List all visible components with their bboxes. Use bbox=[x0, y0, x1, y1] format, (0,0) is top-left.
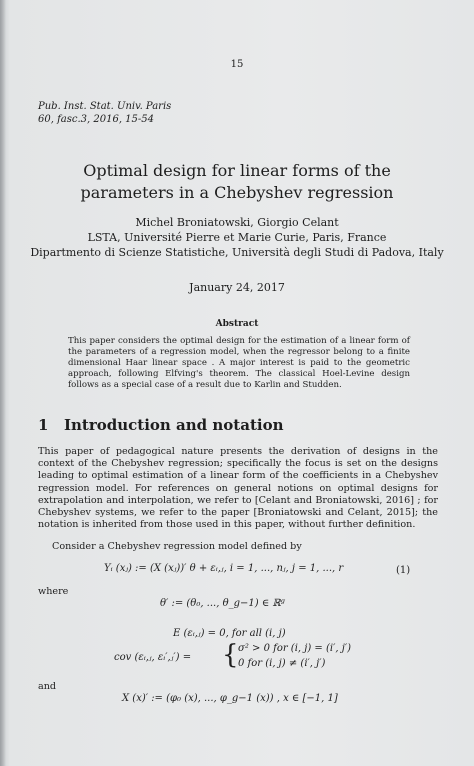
author-block bbox=[0, 215, 474, 260]
equation-1-number: (1) bbox=[396, 565, 411, 576]
paper-date: January 24, 2017 bbox=[189, 281, 285, 294]
equation-expectation: E (εᵢ,ⱼ) = 0, for all (i, j) bbox=[173, 628, 286, 639]
left-brace: { bbox=[222, 640, 239, 670]
section-heading bbox=[38, 416, 283, 434]
equation-cov-case-1: σ² > 0 for (i, j) = (i′, j′) bbox=[238, 643, 351, 654]
journal-line-1: Pub. Inst. Stat. Univ. Paris bbox=[38, 101, 172, 112]
affiliation-2: Dipartmento di Scienze Statistiche, Università degli Studi di Padova, Italy bbox=[30, 246, 444, 259]
intro-paragraph: This paper of pedagogical nature presents the derivation of designs in the context of the Chebyshev regression; specifically the focus is set on the designs leading to optimal estimation of a linear form of the coefficients in a Chebyshev regression model. For references on general notions on optimal designs for extrapolation and interpolation, we refer to [Celant and Broniatowski, 2016] ; for Chebyshev systems, we refer to the paper [Broniatowski and Celant, 2015]; the notation is inherited from those used in this paper, without further definition. bbox=[38, 446, 438, 531]
equation-cov-lhs: cov (εᵢ,ⱼ, εᵢ′,ⱼ′) = bbox=[114, 652, 192, 663]
page-number: 15 bbox=[230, 59, 244, 70]
equation-regressor: X (x)′ := (φ₀ (x), ..., φ_g−1 (x)) , x ∈ [−1, 1] bbox=[122, 693, 338, 704]
title-line-2: parameters in a Chebyshev regression bbox=[80, 183, 394, 202]
section-number: 1 bbox=[38, 416, 49, 434]
journal-line-2: 60, fasc.3, 2016, 15-54 bbox=[38, 114, 155, 125]
model-intro-paragraph: Consider a Chebyshev regression model defined by bbox=[52, 541, 302, 552]
equation-1: Yᵢ (xⱼ) := (X (xⱼ))′ θ + εᵢ,ⱼ, i = 1, ..., nⱼ, j = 1, ..., r bbox=[104, 563, 344, 574]
equation-theta: θ′ := (θ₀, ..., θ_g−1) ∈ ℝᵍ bbox=[160, 598, 285, 609]
title-line-1: Optimal design for linear forms of the bbox=[83, 161, 391, 180]
journal-citation bbox=[38, 100, 171, 126]
abstract-heading: Abstract bbox=[215, 319, 259, 329]
and-text: and bbox=[38, 681, 57, 692]
equation-cov-case-2: 0 for (i, j) ≠ (i′, j′) bbox=[238, 658, 326, 669]
where-text: where bbox=[38, 586, 69, 597]
paper-title bbox=[0, 160, 474, 204]
section-title: Introduction and notation bbox=[64, 416, 284, 434]
author-names: Michel Broniatowski, Giorgio Celant bbox=[135, 216, 339, 229]
affiliation-1: LSTA, Université Pierre et Marie Curie, Paris, France bbox=[87, 231, 387, 244]
abstract-body: This paper considers the optimal design for the estimation of a linear form of the parameters of a regression model, when the regressor belong to a finite dimensional Haar linear space . A major interest is paid to the geometric approach, following Elfving's theorem. The classical Hoel-Levine design follows as a special case of a result due to Karlin and Studden. bbox=[68, 336, 410, 390]
